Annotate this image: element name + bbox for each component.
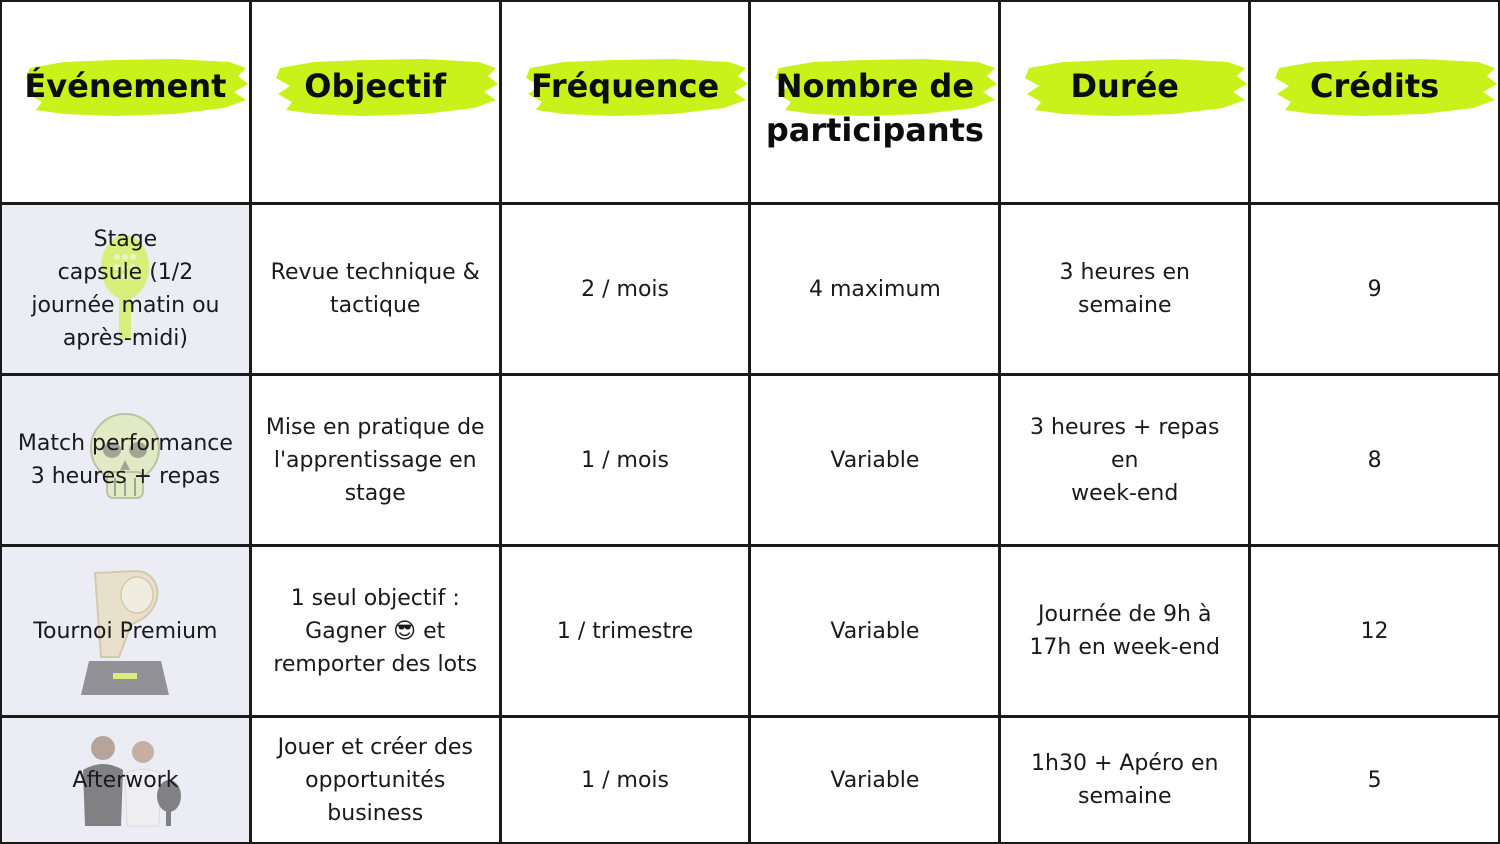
row-3-objectif — [252, 547, 499, 715]
row-2-participants — [751, 376, 998, 544]
row-2-duree — [1001, 376, 1248, 544]
duree-text: 3 heures + repas en week-end — [1030, 414, 1220, 506]
credits-text: 5 — [1367, 767, 1382, 793]
header-label: Fréquence — [531, 67, 720, 105]
row-2-frequence — [502, 376, 749, 544]
objectif-text: Jouer et créer des opportunités business — [277, 734, 473, 826]
row-1-duree — [1001, 205, 1248, 373]
row-3-evenement — [2, 547, 249, 715]
row-4-objectif — [252, 718, 499, 842]
row-1-objectif — [252, 205, 499, 373]
header-label: Nombre de participants — [765, 67, 984, 149]
row-2-evenement — [2, 376, 249, 544]
row-4-duree — [1001, 718, 1248, 842]
row-4-participants — [751, 718, 998, 842]
header-cell-credits — [1251, 2, 1498, 202]
evenement-text: Match performance 3 heures + repas — [17, 431, 233, 489]
header-label: Crédits — [1309, 67, 1440, 105]
credits-text: 12 — [1360, 618, 1389, 644]
header-label: Objectif — [304, 67, 447, 105]
header-label: Événement — [24, 67, 227, 105]
row-3-duree — [1001, 547, 1248, 715]
row-4-credits — [1251, 718, 1498, 842]
frequence-text: 1 / mois — [581, 767, 669, 793]
credits-text: 8 — [1367, 447, 1382, 473]
row-2-objectif — [252, 376, 499, 544]
duree-text: 1h30 + Apéro en semaine — [1031, 751, 1219, 809]
participants-text: 4 maximum — [808, 276, 941, 302]
row-1-frequence — [502, 205, 749, 373]
objectif-text: 1 seul objectif : Gagner 😎 et remporter des lots — [273, 585, 478, 677]
row-2-credits — [1251, 376, 1498, 544]
participants-text: Variable — [830, 618, 920, 644]
header-cell-evenement — [2, 2, 249, 202]
frequence-text: 1 / mois — [581, 447, 669, 473]
row-4-frequence — [502, 718, 749, 842]
frequence-text: 2 / mois — [581, 276, 669, 302]
credits-text: 9 — [1367, 276, 1382, 302]
header-cell-duree — [1001, 2, 1248, 202]
row-4-evenement — [2, 718, 249, 842]
header-label: Durée — [1070, 67, 1179, 105]
row-1-credits — [1251, 205, 1498, 373]
duree-text: 3 heures en semaine — [1059, 260, 1190, 318]
header-cell-participants — [751, 2, 998, 202]
header-cell-frequence — [502, 2, 749, 202]
duree-text: Journée de 9h à 17h en week-end — [1029, 602, 1221, 660]
evenement-text: Stage capsule (1/2 journée matin ou après-midi) — [31, 227, 220, 351]
evenement-text: Tournoi Premium — [33, 618, 218, 644]
row-3-participants — [751, 547, 998, 715]
evenement-text: Afterwork — [72, 767, 179, 793]
row-3-credits — [1251, 547, 1498, 715]
header-cell-objectif — [252, 2, 499, 202]
participants-text: Variable — [830, 447, 920, 473]
row-1-participants — [751, 205, 998, 373]
frequence-text: 1 / trimestre — [556, 618, 694, 644]
objectif-text: Mise en pratique de l'apprentissage en stage — [265, 414, 485, 506]
row-3-frequence — [502, 547, 749, 715]
participants-text: Variable — [830, 767, 920, 793]
row-1-evenement — [2, 205, 249, 373]
objectif-text: Revue technique & tactique — [270, 260, 480, 318]
